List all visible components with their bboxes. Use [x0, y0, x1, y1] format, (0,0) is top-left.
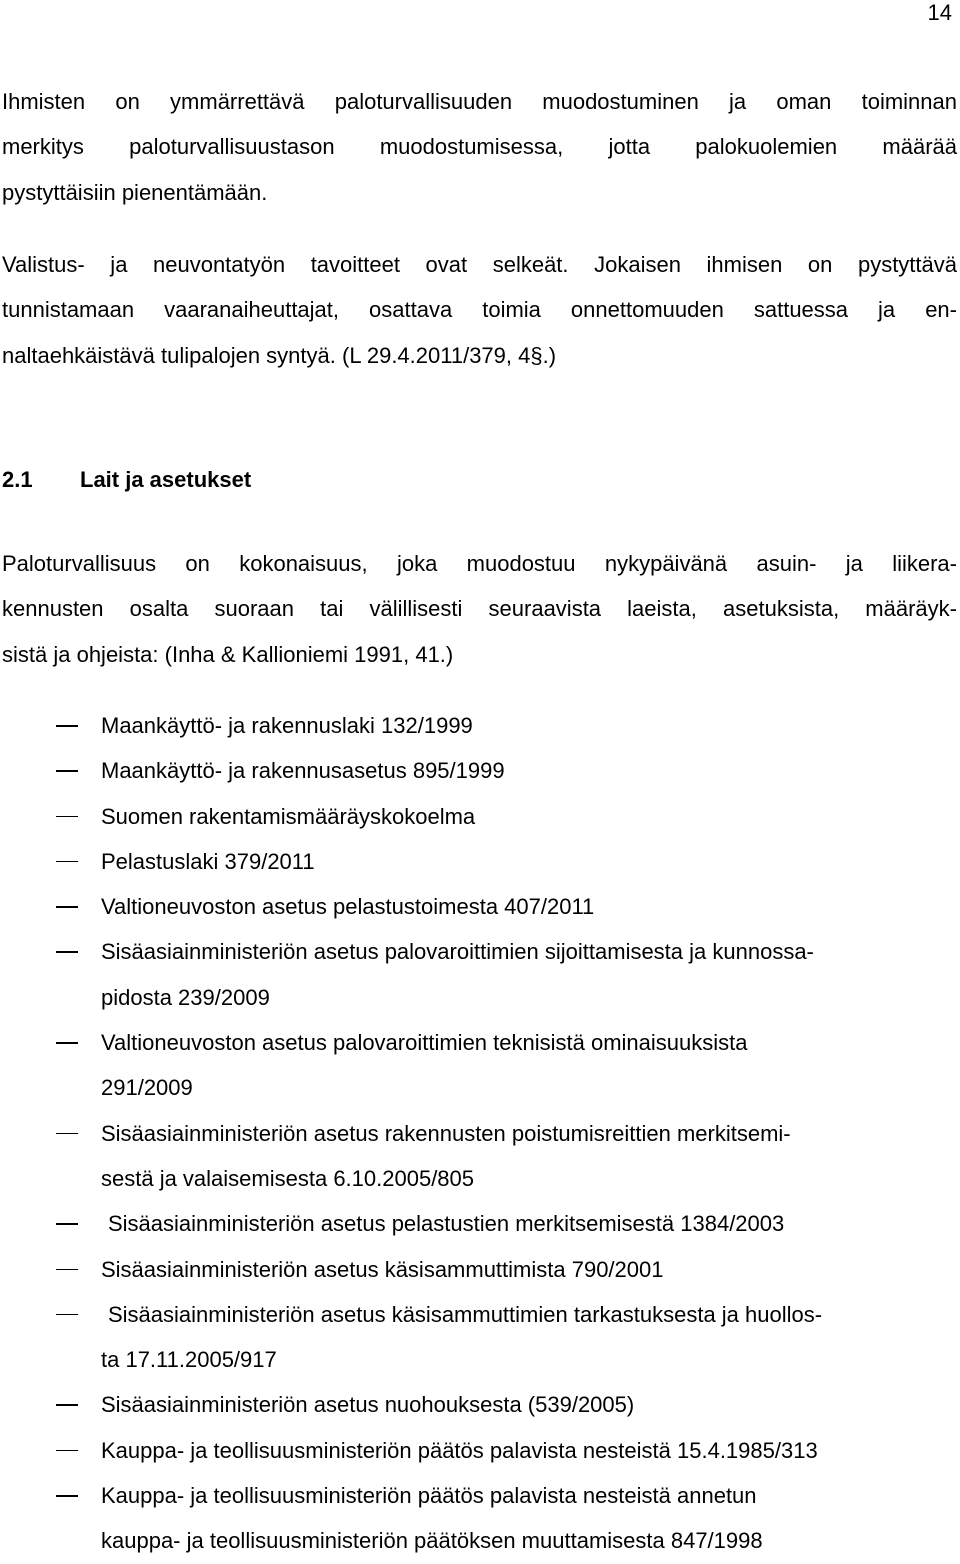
list-item: Maankäyttö- ja rakennuslaki 132/1999	[0, 703, 960, 748]
list-item: Kauppa- ja teollisuusministeriön päätös palavista nesteistä 15.4.1985/313	[0, 1428, 960, 1473]
paragraph-line: tunnistamaan vaaranaiheuttajat, osattava toimia onnettomuuden sattuessa ja en-	[2, 297, 957, 323]
law-list	[0, 703, 960, 1564]
second-paragraph	[2, 242, 957, 378]
list-item: Sisäasiainministeriön asetus rakennusten poistumisreittien merkitsemi- sestä ja valaisemisesta 6.10.2005/805	[0, 1111, 960, 1202]
list-item: Sisäasiainministeriön asetus nuohouksesta (539/2005)	[0, 1382, 960, 1427]
paragraph-line: Paloturvallisuus on kokonaisuus, joka muodostuu nykypäivänä asuin- ja liikera-	[2, 551, 957, 576]
intro-paragraph	[2, 79, 957, 215]
dash-bullet-icon	[56, 906, 78, 908]
dash-bullet-icon	[56, 1314, 78, 1316]
paragraph-line: kennusten osalta suoraan tai välillisesti seuraavista laeista, asetuksista, määräyk-	[2, 596, 957, 622]
paragraph-line: naltaehkäistävä tulipalojen syntyä. (L 29.4.2011/379, 4§.)	[2, 342, 557, 368]
list-item: Sisäasiainministeriön asetus käsisammuttimista 790/2001	[0, 1247, 960, 1292]
dash-bullet-icon	[56, 861, 78, 863]
section-title: Lait ja asetukset	[80, 467, 252, 492]
list-item: Sisäasiainministeriön asetus pelastustien merkitsemisestä 1384/2003	[0, 1201, 960, 1246]
dash-bullet-icon	[56, 1269, 78, 1271]
section-paragraph	[2, 541, 957, 677]
dash-bullet-icon	[56, 816, 78, 818]
list-item: Pelastuslaki 379/2011	[0, 839, 960, 884]
dash-bullet-icon	[56, 1404, 78, 1406]
dash-bullet-icon	[56, 1495, 78, 1497]
list-item: Sisäasiainministeriön asetus käsisammuttimien tarkastuksesta ja huollos- ta 17.11.2005/917	[0, 1292, 960, 1383]
list-item: Kauppa- ja teollisuusministeriön päätös palavista nesteistä annetun kauppa- ja teollisuusministeriön päätöksen muuttamisesta 847/1998	[0, 1473, 960, 1564]
dash-bullet-icon	[56, 770, 78, 772]
paragraph-line: sistä ja ohjeista: (Inha & Kallioniemi 1991, 41.)	[2, 641, 454, 667]
dash-bullet-icon	[56, 1223, 78, 1225]
list-item: Sisäasiainministeriön asetus palovaroittimien sijoittamisesta ja kunnossa- pidosta 239/2009	[0, 929, 960, 1020]
paragraph-line: Valistus- ja neuvontatyön tavoitteet ovat selkeät. Jokaisen ihmisen on pystyttävä	[2, 252, 957, 277]
list-item: Valtioneuvoston asetus pelastustoimesta 407/2011	[0, 884, 960, 929]
dash-bullet-icon	[56, 1450, 78, 1452]
page-number: 14	[927, 0, 952, 25]
paragraph-line: pystyttäisiin pienentämään.	[2, 179, 268, 205]
section-number: 2.1	[2, 467, 33, 492]
dash-bullet-icon	[56, 951, 78, 953]
section-heading	[2, 460, 251, 500]
list-item: Maankäyttö- ja rakennusasetus 895/1999	[0, 748, 960, 793]
paragraph-line: Ihmisten on ymmärrettävä paloturvallisuuden muodostuminen ja oman toiminnan	[2, 89, 957, 114]
dash-bullet-icon	[56, 725, 78, 727]
dash-bullet-icon	[56, 1042, 78, 1044]
list-item: Suomen rakentamismääräyskokoelma	[0, 794, 960, 839]
paragraph-line: merkitys paloturvallisuustason muodostumisessa, jotta palokuolemien määrää	[2, 134, 957, 160]
dash-bullet-icon	[56, 1133, 78, 1135]
list-item: Valtioneuvoston asetus palovaroittimien teknisistä ominaisuuksista 291/2009	[0, 1020, 960, 1111]
